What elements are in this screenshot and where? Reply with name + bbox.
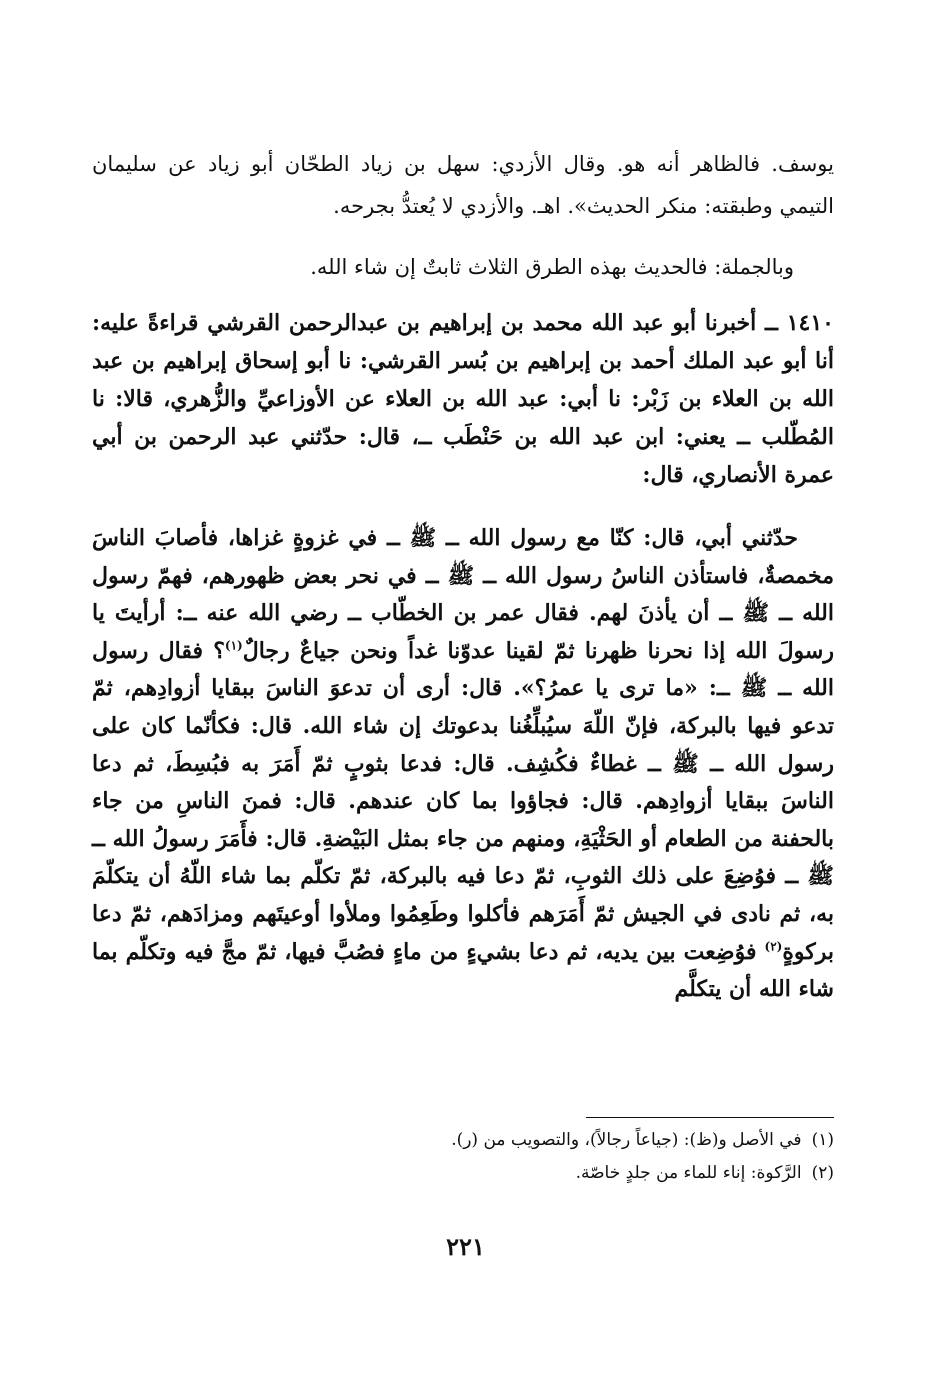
summary-line <box>92 246 834 288</box>
intro-text: يوسف. فالظاهر أنه هو. وقال الأزدي: سهل بن زياد الطحّان أبو زياد عن سليمان التيمي وطبقته: منكر الحديث». اهـ. والأزدي لا يُعتدُّ بجرحه. <box>92 152 834 218</box>
footnote-marker: (١) <box>811 1130 834 1150</box>
hadith-isnad <box>92 304 834 494</box>
matn-part-1: حدّثني أبي، قال: كنّا مع رسول الله ــ ﷺ ــ في غزوةٍ غزاها، فأصابَ الناسَ مخمصةٌ، فاستأذن الناسُ رسول الله ــ ﷺ ــ في نحر بعض ظهورهم، فهمّ رسول الله ــ ﷺ ــ أن يأذنَ لهم. فقال عمر بن الخطّاب ــ رضي الله عنه ــ: أرأيتَ يا رسولَ الله إذا نحرنا ظهرنا ثمّ لقينا عدوّنا غداً ونحن جياعٌ رجالٌ <box>92 525 834 664</box>
footnote-marker: (٢) <box>811 1163 834 1183</box>
hadith-number: ١٤١٠ <box>786 310 834 336</box>
page-number: ٢٢١ <box>446 1232 485 1261</box>
isnad-text: أخبرنا أبو عبد الله محمد بن إبراهيم بن عبدالرحمن القرشي قراءةً عليه: أنا أبو عبد الملك أحمد بن إبراهيم بن بُسر القرشي: نا أبو إسحاق إبراهيم بن عبد الله بن العلاء بن زَبْر: نا أبي: عبد الله بن العلاء عن الأوزاعيِّ والزُّهري، قالا: نا المُطّلب ــ يعني: ابن عبد الله بن حَنْطَب ــ، قال: حدّثني عبد الرحمن بن أبي عمرة الأنصاري، قال: <box>92 310 834 488</box>
footnote-ref-2[interactable]: (٢) <box>764 939 783 954</box>
footnote-text: الرَّكوة: إناء للماء من جلدٍ خاصّة. <box>575 1163 802 1183</box>
hadith-matn <box>92 520 834 1009</box>
summary-text: وبالجملة: فالحديث بهذه الطرق الثلاث ثابتٌ إن شاء الله. <box>310 255 794 279</box>
footnote-text: في الأصل و(ظ): (جياعاً رجالاً)، والتصويب من (ر). <box>451 1130 802 1150</box>
matn-part-3: فوُضِعت بين يديه، ثم دعا بشيءٍ من ماءٍ فصُبَّ فيها، ثمّ مجَّ فيه وتكلّم بما شاء الله أن يتكلَّم <box>92 938 834 1003</box>
hadith-dash: ــ <box>756 310 778 336</box>
footnote-2 <box>92 1157 834 1190</box>
footnote-ref-1[interactable]: (١) <box>224 638 243 653</box>
intro-paragraph <box>92 143 834 227</box>
footnote-1 <box>92 1124 834 1157</box>
matn-part-2: ؟ فقال رسول الله ــ ﷺ ــ: «ما ترى يا عمرُ؟». قال: أرى أن تدعوَ الناسَ ببقايا أزوادِهم، ثمّ تدعو فيها بالبركة، فإنّ اللّهَ سيُبلِّغُنا بدعوتك إن شاء الله. قال: فكأنّما كان على رسول الله ــ ﷺ ــ غطاءٌ فكُشِف. قال: فدعا بثوبٍ ثمّ أَمَرَ به فبُسِطَ، ثم دعا الناسَ ببقايا أزوادِهم. قال: فجاؤوا بما كان عندهم. قال: فمنَ الناسِ من جاء بالحفنة من الطعام أو الحَثْيَةِ، ومنهم من جاء بمثل البَيْضةِ. قال: فأَمَرَ رسولُ الله ــ ﷺ ــ فوُضِعَ على ذلك الثوبِ، ثمّ دعا فيه بالبركة، ثمّ تكلّم بما شاء اللّهُ أن يتكلّمَ به، ثم نادى في الجيش ثمّ أَمَرَهم فأكلوا وطَعِمُوا وملأوا أوعيتَهم ومزادَهم، ثمّ دعا بركوةٍ <box>92 637 835 965</box>
footnote-divider <box>586 1117 834 1118</box>
footnotes <box>92 1124 834 1190</box>
